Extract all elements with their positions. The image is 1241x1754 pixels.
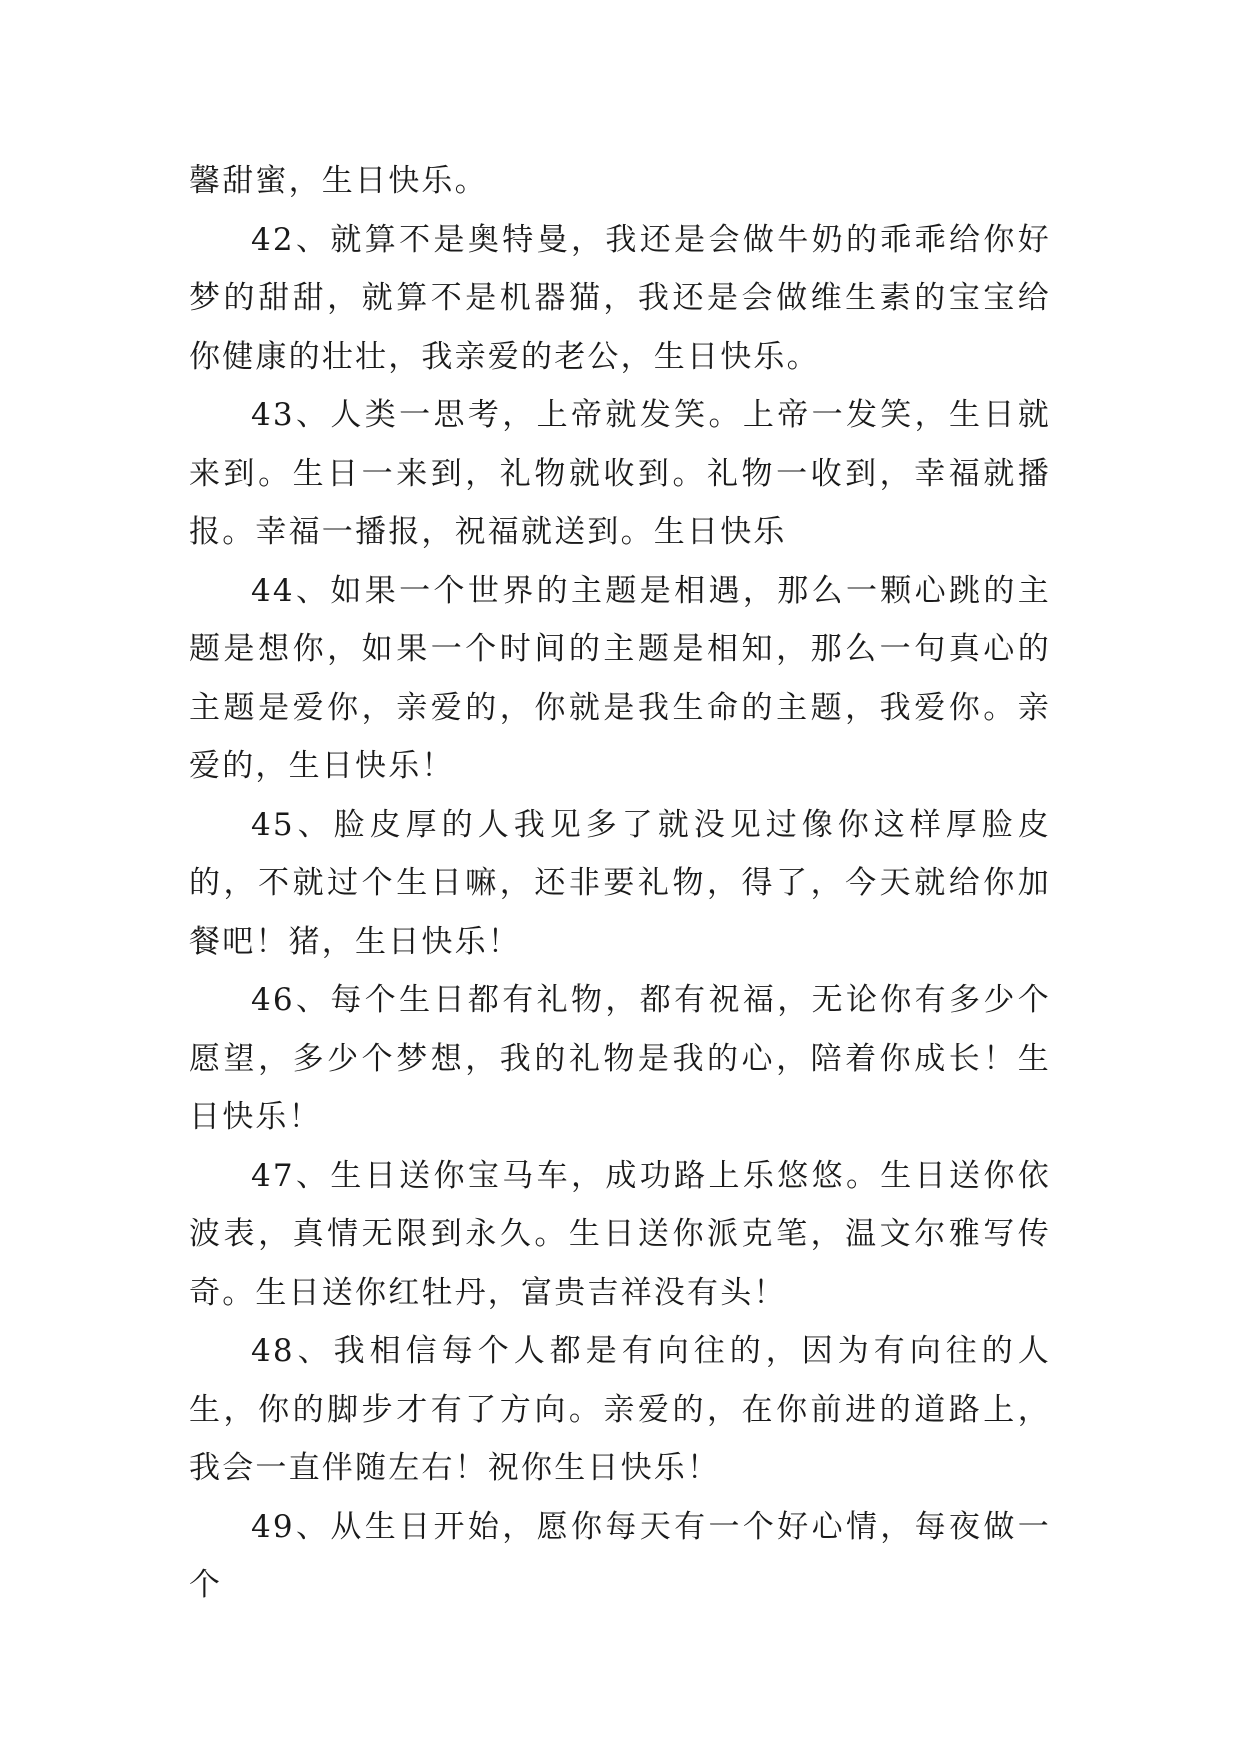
paragraph-46: 46、每个生日都有礼物，都有祝福，无论你有多少个愿望，多少个梦想，我的礼物是我的心，陪着你成长！生日快乐！ — [189, 982, 1051, 1135]
paragraph-43: 43、人类一思考，上帝就发笑。上帝一发笑，生日就来到。生日一来到，礼物就收到。礼物一收到，幸福就播报。幸福一播报，祝福就送到。生日快乐 — [189, 397, 1051, 550]
paragraph-48: 48、我相信每个人都是有向往的，因为有向往的人生，你的脚步才有了方向。亲爱的，在你前进的道路上，我会一直伴随左右！祝你生日快乐！ — [189, 1333, 1051, 1486]
paragraph-49: 49、从生日开始，愿你每天有一个好心情，每夜做一个 — [189, 1508, 1051, 1603]
paragraph-42: 42、就算不是奥特曼，我还是会做牛奶的乖乖给你好梦的甜甜，就算不是机器猫，我还是会做维生素的宝宝给你健康的壮壮，我亲爱的老公，生日快乐。 — [189, 221, 1051, 375]
paragraph-44: 44、如果一个世界的主题是相遇，那么一颗心跳的主题是想你，如果一个时间的主题是相知，那么一句真心的主题是爱你，亲爱的，你就是我生命的主题，我爱你。亲爱的，生日快乐！ — [189, 572, 1051, 784]
document-body — [189, 152, 1051, 1615]
paragraph-47: 47、生日送你宝马车，成功路上乐悠悠。生日送你依波表，真情无限到永久。生日送你派克笔，温文尔雅写传奇。生日送你红牡丹，富贵吉祥没有头！ — [189, 1157, 1051, 1311]
paragraph-45: 45、脸皮厚的人我见多了就没见过像你这样厚脸皮的，不就过个生日嘛，还非要礼物，得了，今天就给你加餐吧！猪，生日快乐！ — [189, 806, 1051, 960]
paragraph-41-tail: 馨甜蜜，生日快乐。 — [189, 163, 488, 199]
